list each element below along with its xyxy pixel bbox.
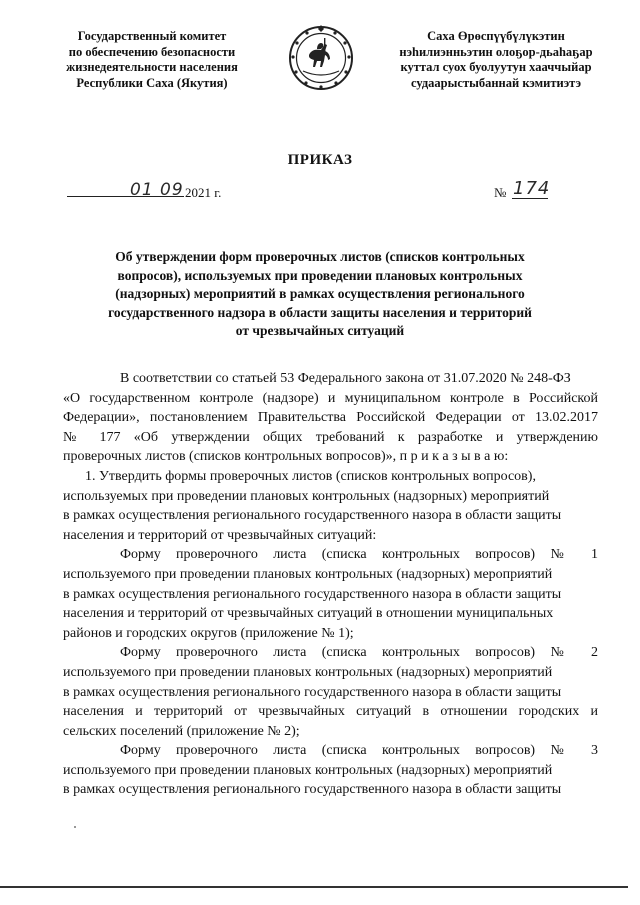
order-number-label: № [494, 185, 507, 200]
coat-of-arms-emblem-icon [287, 21, 355, 95]
body-line: «О государственном контроле (надзоре) и муниципальном контроле в Российской [63, 390, 598, 406]
body-line: № 177 «Об утверждении общих требований к разработке и утверждению [63, 429, 598, 445]
document-body [63, 369, 598, 800]
body-line: в рамках осуществления регионального государственного назора в области защиты [63, 508, 562, 524]
body-line: проверочных листов (списков контрольных вопросов)», п р и к а з ы в а ю: [63, 449, 509, 465]
order-subject [80, 248, 560, 341]
header-right-org-name [396, 29, 596, 91]
subject-line: Об утверждении форм проверочных листов (списков контрольных [115, 249, 525, 264]
body-line: населения и территорий от чрезвычайных ситуаций в отношении городских и [63, 704, 598, 720]
header-right-line: Саха Өрөспүүбүлүкэтин [427, 29, 565, 43]
header-right-line: куттал суох буолуутун хааччыйар [400, 60, 592, 74]
header-right-line: нэһилиэнньэтин олоҕор-дьаһаҕар [399, 44, 593, 59]
page-bottom-rule [0, 886, 628, 888]
body-line: Федерации», постановлением Правительства Российской Федерации от 13.02.2017 [63, 410, 598, 426]
subject-line: от чрезвычайных ситуаций [235, 323, 405, 338]
body-line: используемых при проведении плановых контрольных (надзорных) мероприятий [63, 488, 550, 504]
body-line: Форму проверочного листа (списка контрольных вопросов) № 3 [120, 743, 598, 759]
body-line: в рамках осуществления регионального государственного назора в области защиты [63, 782, 562, 798]
header-right-line: судаарыстыбаннай кэмитиэтэ [411, 75, 581, 90]
body-line: районов и городских округов (приложение № 1); [63, 625, 354, 641]
body-line: используемого при проведении плановых контрольных (надзорных) мероприятий [63, 762, 553, 778]
body-line: Форму проверочного листа (списка контрольных вопросов) № 1 [120, 547, 598, 563]
header-left-line: жизнедеятельности населения [66, 60, 238, 74]
order-date-handwritten: 01 09 [130, 180, 184, 200]
scan-speck [74, 826, 76, 828]
header-left-line: Республики Саха (Якутия) [76, 75, 228, 90]
subject-line: вопросов), используемых при проведении плановых контрольных [117, 267, 523, 283]
body-line: 1. Утвердить формы проверочных листов (списков контрольных вопросов), [85, 468, 536, 484]
order-year: 2021 г. [185, 185, 222, 200]
header-left-line: Государственный комитет [77, 29, 227, 43]
body-line: населения и территорий от чрезвычайных ситуаций в отношении муниципальных [63, 606, 554, 622]
body-line: населения и территорий от чрезвычайных ситуаций: [63, 527, 377, 543]
order-number-handwritten: 174 [513, 178, 551, 199]
body-line: В соответствии со статьей 53 Федерального закона от 31.07.2020 № 248-ФЗ [120, 371, 571, 386]
body-line: сельских поселений (приложение № 2); [63, 723, 300, 739]
body-line: используемого при проведении плановых контрольных (надзорных) мероприятий [63, 664, 553, 680]
subject-line: (надзорных) мероприятий в рамках осуществления регионального [115, 286, 525, 301]
body-line: Форму проверочного листа (списка контрольных вопросов) № 2 [120, 645, 598, 661]
subject-line: государственного надзора в области защиты населения и территорий [108, 304, 532, 320]
header-left-org-name [52, 29, 252, 91]
body-line: используемого при проведении плановых контрольных (надзорных) мероприятий [63, 566, 553, 582]
body-line: в рамках осуществления регионального государственного назора в области защиты [63, 684, 562, 700]
body-line: в рамках осуществления регионального государственного назора в области защиты [63, 586, 562, 602]
header-left-line: по обеспечению безопасности [68, 44, 236, 59]
document-title: ПРИКАЗ [287, 152, 353, 168]
